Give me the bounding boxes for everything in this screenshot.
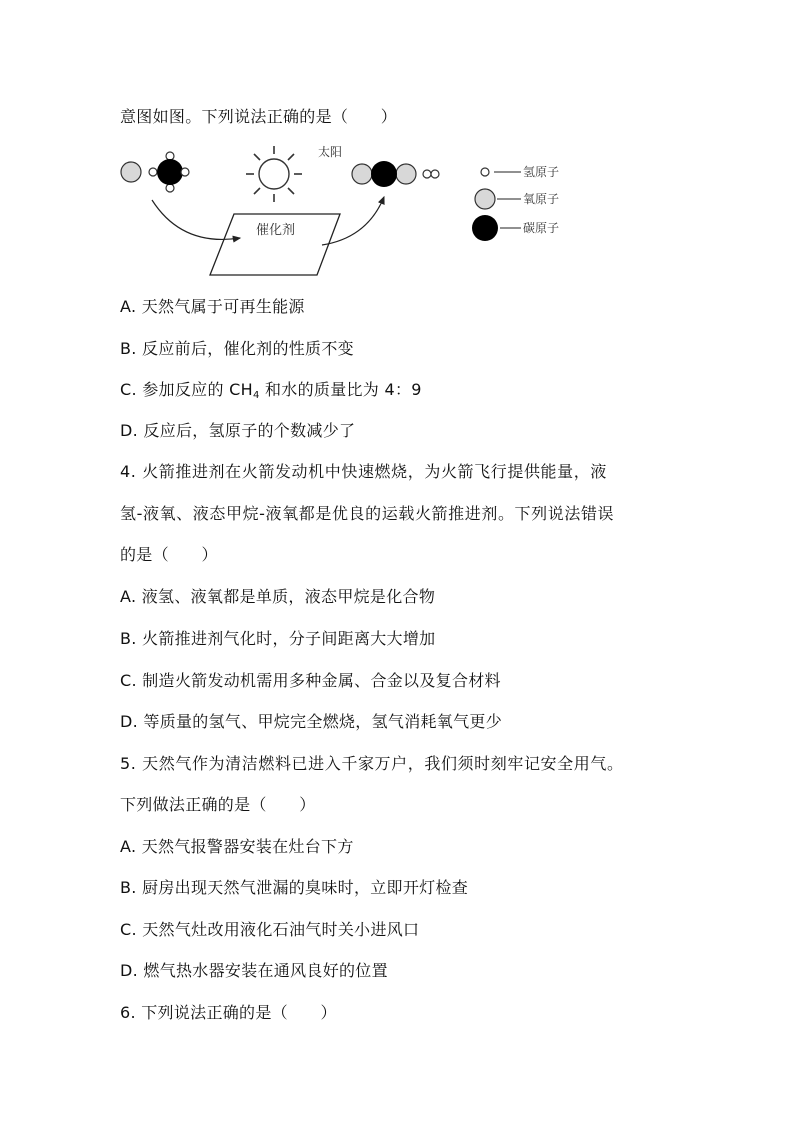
sun-icon [246, 146, 302, 202]
q5-option-c: C. 天然气灶改用液化石油气时关小进风口 [120, 920, 420, 939]
methane-molecule [121, 152, 189, 192]
q4-option-b: B. 火箭推进剂气化时，分子间距离大大增加 [120, 629, 436, 648]
q4-stem-line-1: 4. 火箭推进剂在火箭发动机中快速燃烧，为火箭飞行提供能量，液 [120, 462, 607, 481]
q5-option-b: B. 厨房出现天然气泄漏的臭味时，立即开灯检查 [120, 878, 469, 897]
carbon-dioxide-molecule [352, 161, 416, 187]
legend-item-hydrogen [481, 165, 559, 179]
legend-item-oxygen [475, 189, 559, 209]
q3-option-c-pre: C. 参加反应的 CH [120, 380, 253, 399]
reaction-diagram [112, 142, 582, 284]
q6-stem: 6. 下列说法正确的是（ ） [120, 1003, 337, 1022]
q3-option-d: D. 反应后，氢原子的个数减少了 [120, 421, 356, 440]
q4-stem-line-2: 氢-液氧、液态甲烷-液氧都是优良的运载火箭推进剂。下列说法错误 [120, 504, 615, 523]
legend-label-hydrogen: 氢原子 [523, 165, 560, 179]
q5-option-a: A. 天然气报警器安装在灶台下方 [120, 837, 354, 856]
q3-option-c [120, 380, 422, 406]
hydrogen-molecule [423, 170, 439, 178]
q4-stem-line-3: 的是（ ） [120, 545, 218, 564]
question-3-intro: 意图如图。下列说法正确的是（ ） [120, 107, 398, 126]
q5-option-d: D. 燃气热水器安装在通风良好的位置 [120, 961, 388, 980]
catalyst-label: 催化剂 [256, 223, 296, 238]
legend-label-oxygen: 氧原子 [523, 192, 560, 206]
q5-stem-line-2: 下列做法正确的是（ ） [120, 795, 316, 814]
q3-option-b: B. 反应前后，催化剂的性质不变 [120, 339, 354, 358]
legend-item-carbon [472, 215, 559, 241]
q3-option-c-post: 和水的质量比为 4：9 [259, 380, 422, 399]
q5-stem-line-1: 5. 天然气作为清洁燃料已进入千家万户，我们须时刻牢记安全用气。 [120, 754, 624, 773]
diagram-legend [472, 165, 559, 241]
q4-option-a: A. 液氢、液氧都是单质，液态甲烷是化合物 [120, 587, 436, 606]
q4-option-c: C. 制造火箭发动机需用多种金属、合金以及复合材料 [120, 671, 501, 690]
q3-option-a: A. 天然气属于可再生能源 [120, 297, 305, 316]
q3-option-c-subscript: 4 [252, 390, 260, 401]
sun-label: 太阳 [318, 145, 343, 159]
q4-option-d: D. 等质量的氢气、甲烷完全燃烧，氢气消耗氧气更少 [120, 712, 502, 731]
legend-label-carbon: 碳原子 [523, 221, 560, 235]
